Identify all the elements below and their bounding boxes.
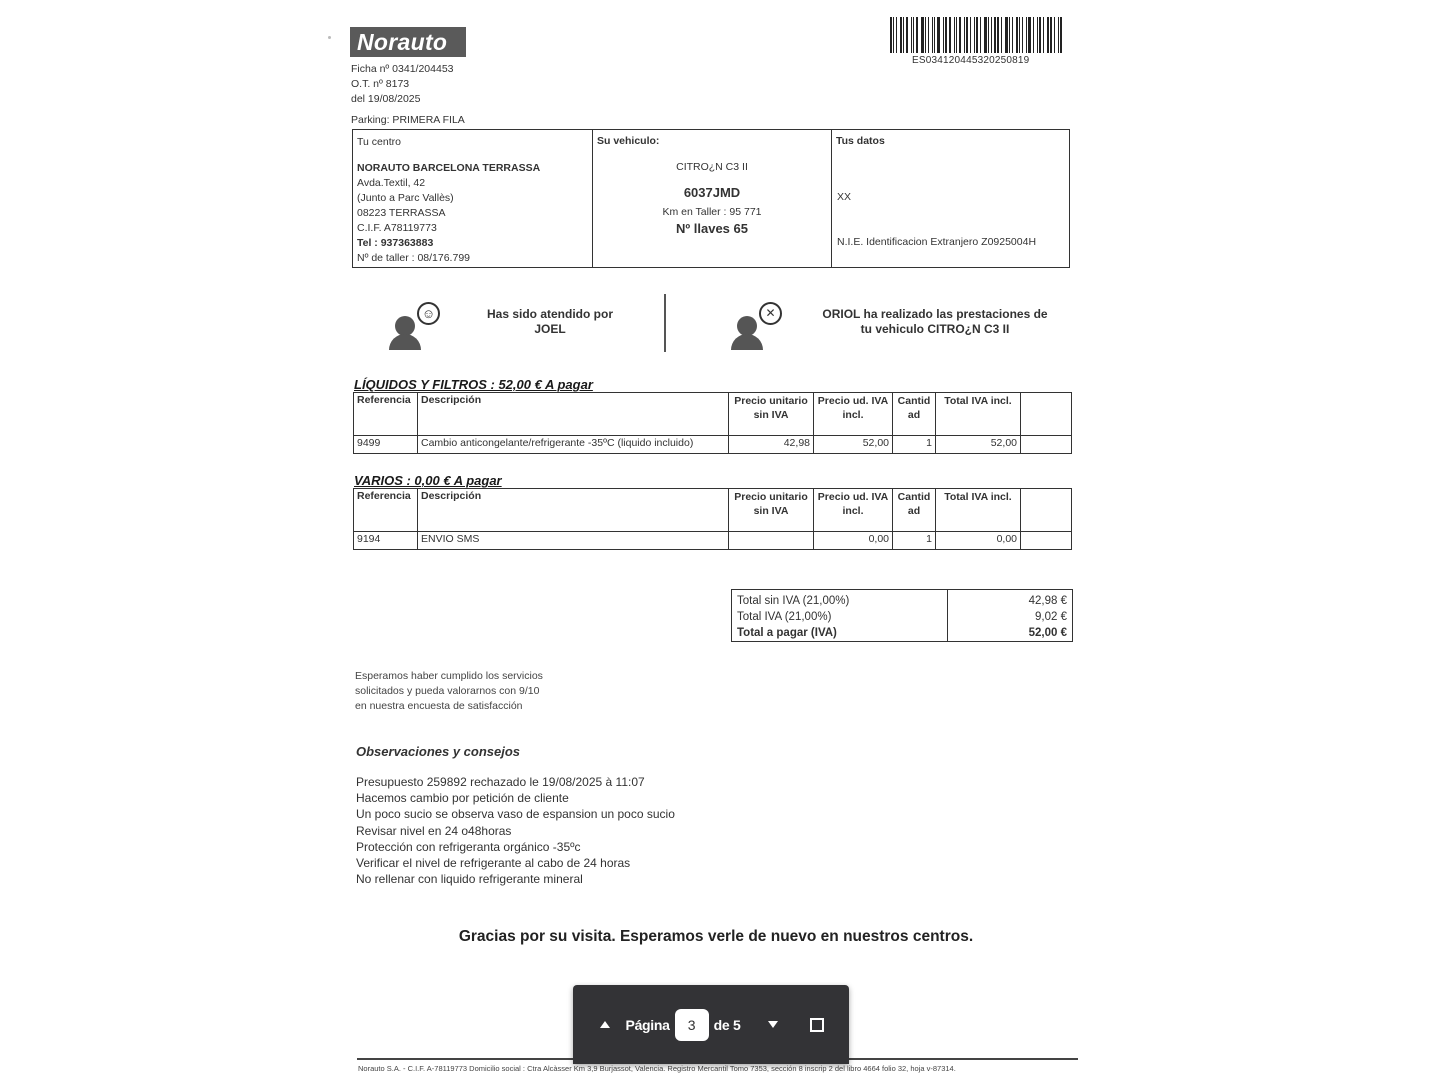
col-qty: Cantidad — [893, 489, 936, 532]
centro-phone: Tel : 937363883 — [357, 237, 434, 249]
centro-name: NORAUTO BARCELONA TERRASSA — [357, 162, 541, 174]
col-unit-no-vat: Precio unitario sin IVA — [729, 393, 814, 436]
col-ref: Referencia — [354, 489, 418, 532]
col-desc: Descripción — [418, 489, 729, 532]
document-meta — [351, 62, 454, 107]
arrow-up-icon — [600, 1021, 610, 1028]
attended-by: Has sido atendido por JOEL — [470, 307, 630, 337]
observation-line: Un poco sucio se observa vaso de espansion un poco sucio — [356, 807, 675, 822]
col-empty — [1021, 489, 1072, 532]
total-pay-label: Total a pagar (IVA) — [737, 627, 837, 639]
ot-number: O.T. nº 8173 — [351, 78, 410, 90]
info-box — [352, 129, 1070, 268]
col-desc: Descripción — [418, 393, 729, 436]
observations-title: Observaciones y consejos — [356, 744, 521, 759]
items-table-liquidos — [353, 392, 1072, 454]
total-vat-label: Total IVA (21,00%) — [737, 611, 832, 623]
arrow-down-icon — [768, 1021, 778, 1028]
col-unit-vat: Precio ud. IVA incl. — [814, 489, 893, 532]
col-unit-vat: Precio ud. IVA incl. — [814, 393, 893, 436]
vehicle-km: Km en Taller : 95 771 — [662, 206, 762, 218]
customer-id: N.I.E. Identificacion Extranjero Z0925004H — [837, 236, 1037, 248]
table-row: 9194 ENVIO SMS 0,00 1 0,00 — [354, 532, 1072, 550]
col-unit-no-vat: Precio unitario sin IVA — [729, 489, 814, 532]
vehicle-plate: 6037JMD — [683, 185, 741, 200]
col-empty — [1021, 393, 1072, 436]
centro-address-note: (Junto a Parc Vallès) — [357, 192, 454, 204]
observation-line: Revisar nivel en 24 o48horas — [356, 823, 512, 838]
parking-info: Parking: PRIMERA FILA — [351, 114, 465, 126]
advisor-avatar-icon — [389, 298, 436, 348]
section-title-liquidos: LÍQUIDOS Y FILTROS : 52,00 € A pagar — [354, 377, 593, 392]
next-page-button[interactable] — [760, 1012, 786, 1038]
centro-heading: Tu centro — [357, 136, 401, 148]
centro-cif: C.I.F. A78119773 — [357, 222, 437, 234]
thanks-message: Gracias por su visita. Esperamos verle de nuevo en nuestros centros. — [458, 928, 974, 945]
smiley-icon: ☺ — [417, 302, 440, 325]
page-label: Página — [625, 1016, 670, 1033]
observation-line: Hacemos cambio por petición de cliente — [356, 791, 569, 806]
document-date: del 19/08/2025 — [351, 93, 421, 105]
vehicle-keys: Nº llaves 65 — [676, 221, 748, 236]
page-navigation-toolbar — [573, 985, 849, 1064]
fullscreen-button[interactable] — [804, 1012, 830, 1038]
customer-name: XX — [837, 191, 852, 203]
page-number-input[interactable] — [675, 1009, 709, 1041]
col-total: Total IVA incl. — [936, 489, 1021, 532]
norauto-logo: Norauto — [350, 27, 466, 57]
total-vat-value: 9,02 € — [1035, 611, 1067, 623]
barcode-number: ES034120445320250819 — [912, 55, 1030, 66]
datos-heading: Tus datos — [836, 135, 885, 147]
centro-address: Avda.Textil, 42 — [357, 177, 426, 189]
advisor-name: JOEL — [534, 322, 566, 336]
col-ref: Referencia — [354, 393, 418, 436]
datos-panel — [832, 130, 1069, 267]
table-row: 9499 Cambio anticongelante/refrigerante -35ºC (liquido incluido) 42,98 52,00 1 52,00 — [354, 436, 1072, 454]
total-no-vat-value: 42,98 € — [1028, 595, 1067, 607]
items-table-varios — [353, 488, 1072, 550]
vehicle-model: CITRO¿N C3 II — [676, 161, 748, 173]
previous-page-button[interactable] — [592, 1012, 618, 1038]
total-pay-value: 52,00 € — [1028, 627, 1067, 639]
total-no-vat-label: Total sin IVA (21,00%) — [737, 595, 850, 607]
vehiculo-heading: Su vehiculo: — [597, 135, 660, 147]
centro-taller: Nº de taller : 08/176.799 — [357, 252, 470, 264]
vehiculo-panel — [593, 130, 832, 267]
observation-line: Verificar el nivel de refrigerante al cabo de 24 horas — [356, 856, 631, 871]
observation-line: Presupuesto 259892 rechazado le 19/08/2025 à 11:07 — [356, 775, 645, 789]
barcode — [890, 17, 1064, 53]
observation-line: No rellenar con liquido refrigerante mineral — [356, 872, 583, 887]
page-count: de 5 — [713, 1016, 741, 1033]
ficha-number: Ficha nº 0341/204453 — [351, 63, 454, 75]
fullscreen-icon — [810, 1018, 824, 1032]
legal-footer: Norauto S.A. - C.I.F. A-78119773 Domicilio social : Ctra Alcàsser Km 3,9 Burjassot, Valencia. Registro Mercantil Tomo 7353, sección 8 inscrip 2 del libro 4664 folio 32, hoja v-87314. — [358, 1064, 956, 1073]
survey-note: Esperamos haber cumplido los servicios solicitados y pueda valorarnos con 9/10 en nuestra encuesta de satisfacción — [355, 670, 543, 712]
divider — [664, 294, 666, 352]
performed-by: ORIOL ha realizado las prestaciones de tu vehiculo CITRO¿N C3 II — [822, 307, 1048, 336]
mechanic-avatar-icon — [731, 298, 776, 348]
totals-box — [731, 589, 1073, 642]
section-title-varios: VARIOS : 0,00 € A pagar — [354, 473, 502, 488]
centro-panel — [353, 130, 593, 267]
observation-line: Protección con refrigeranta orgánico -35ºc — [356, 839, 581, 854]
table-header-row — [354, 489, 1072, 532]
col-qty: Cantidad — [893, 393, 936, 436]
centro-city: 08223 TERRASSA — [357, 207, 446, 219]
observations-list — [356, 774, 675, 887]
table-header-row — [354, 393, 1072, 436]
scan-speck — [328, 36, 331, 39]
tools-icon: ✕ — [759, 302, 782, 325]
col-total: Total IVA incl. — [936, 393, 1021, 436]
